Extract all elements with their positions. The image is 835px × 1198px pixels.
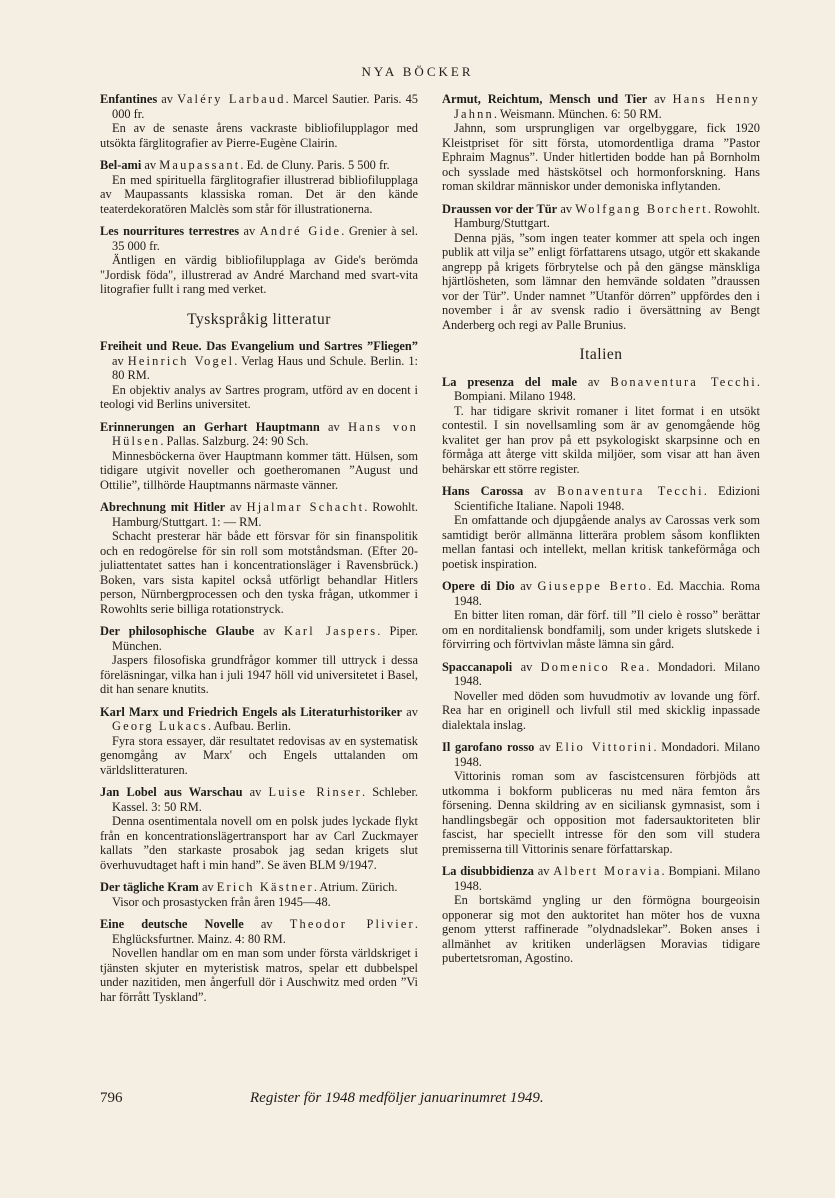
book-title: La disubbidienza [442, 864, 534, 878]
book-entry [100, 339, 418, 412]
book-entry [442, 660, 760, 733]
book-description: En bitter liten roman, där förf. till ”Il cielo è rosso” berättar om en norditaliensk bondfamilj, som under krigets slutskede i förvirring och förtvivlan måste lämna sin gård. [442, 608, 760, 651]
book-author: Bonaventura Tecchi [610, 374, 757, 389]
book-entry [100, 624, 418, 697]
author-separator: av [239, 224, 260, 238]
author-separator: av [225, 500, 247, 514]
author-separator: av [242, 785, 269, 799]
book-entry [100, 158, 418, 216]
author-separator: av [647, 92, 673, 106]
author-separator: av [112, 353, 128, 368]
page-number: 796 [100, 1090, 123, 1106]
book-citation [442, 484, 760, 513]
book-author: Karl Jaspers [284, 624, 378, 638]
publication-details: . Bompiani. Milano 1948. [454, 864, 761, 893]
author-separator: av [512, 659, 541, 674]
book-author: Giuseppe Berto [537, 579, 649, 593]
publication-details: . Bompiani. Milano 1948. [454, 374, 761, 403]
publication-details: . Mondadori. Milano 1948. [454, 659, 760, 688]
book-citation [442, 202, 760, 231]
book-title: Spaccanapoli [442, 659, 513, 674]
book-description: En bortskämd yngling ur den förmögna bourgeoisin opponerar sig mot den auktoritet han möter hos de vuxna genom ytterst raffinerade ”olydnadslekar”. Boken anses i allmänhet av kritiken underlägsen Moravias tidigare pubertetsroman, Agostino. [442, 893, 760, 965]
book-author: Domenico Rea [540, 659, 647, 674]
book-citation [100, 224, 418, 253]
publication-details: . Marcel Sautier. Paris. 45 000 fr. [112, 92, 419, 121]
publication-details: . Schleber. Kassel. 3: 50 RM. [112, 785, 418, 814]
book-author: Hans Henny Jahnn [454, 92, 760, 121]
author-separator: av [141, 158, 160, 172]
book-title: Enfantines [100, 92, 158, 106]
book-description: Minnesböckerna över Hauptmann kommer tätt. Hülsen, som tidigare utgivit noveller och goetheromanen ”August und Ottilie”, tillhörde Hauptmanns närmaste vänner. [100, 448, 418, 492]
book-citation [442, 579, 760, 608]
book-entry [100, 785, 418, 872]
book-citation [442, 375, 760, 404]
book-author: Luise Rinser [268, 785, 362, 799]
book-title: Der tägliche Kram [100, 880, 199, 894]
publication-details: . Verlag Haus und Schule. Berlin. 1: 80 RM. [112, 353, 418, 382]
author-separator: av [157, 92, 178, 106]
book-title: Eine deutsche Novelle [100, 917, 244, 931]
publication-details: . Rowohlt. Hamburg/Stuttgart. 1: — RM. [112, 500, 418, 529]
book-citation [442, 864, 760, 893]
publication-details: . Ehglücksfurtner. Mainz. 4: 80 RM. [112, 917, 418, 946]
book-citation [442, 660, 760, 689]
author-separator: av [198, 880, 217, 894]
book-citation [100, 917, 418, 946]
book-author: Maupassant [159, 158, 241, 172]
book-author: Elio Vittorini [555, 740, 654, 754]
book-author: Georg Lukacs [112, 719, 209, 733]
book-entry [442, 375, 760, 477]
book-citation [100, 339, 418, 383]
book-description: Denna pjäs, ”som ingen teater kommer att spela och ingen publik att vilja se” enligt författarens utsago, utgör ett skakande angrepp på krigets förbrytelse och på den gängse mänskliga hjärtlösheten, som lämnar den hemvände soldaten ”draussen vor der Tür”. Under namnet ”Utanför dörren” uppfördes den i november i år av svensk radio i översättning av Bengt Anderberg och regi av Palle Brunius. [442, 230, 760, 332]
book-citation [442, 740, 760, 769]
book-title: Draussen vor der Tür [442, 201, 558, 216]
author-separator: av [319, 419, 349, 434]
footer-note: Register för 1948 medföljer januarinumret 1949. [250, 1090, 544, 1106]
book-entry [442, 740, 760, 856]
author-separator: av [557, 201, 576, 216]
book-title: Hans Carossa [442, 484, 524, 498]
book-description: Denna osentimentala novell om en polsk judes lyckade flykt från en koncentrationslägertransport har av Carl Zuckmayer kallats ”den starkaste prosabok jag sedan krigets slut överhuvudtaget haft i min hand”. Se även BLM 9/1947. [100, 814, 418, 872]
book-entry [100, 92, 418, 150]
book-citation [100, 705, 418, 734]
book-citation [100, 420, 418, 449]
author-separator: av [577, 374, 611, 389]
book-author: Heinrich Vogel [127, 353, 235, 368]
publication-details: . Ed. Macchia. Roma 1948. [454, 579, 761, 608]
book-description: Schacht presterar här både ett försvar för sin finanspolitik och en redogörelse för sin roll som motståndsman. (Efter 20-juliattentatet sattes han i koncentrationsläger i Ravensbrück.) Boken, vars sista kapitel också utförligt behandlar Hitlers person, Nürnbergprocessen och den tyska frågan, utkommer i Rowohlts serie billiga rotationstryck. [100, 529, 418, 616]
book-entry [100, 224, 418, 297]
book-citation [100, 880, 418, 895]
publication-details: . Edizioni Scientifiche Italiane. Napoli 1948. [454, 484, 760, 513]
publication-details: . Weismann. München. 6: 50 RM. [493, 106, 662, 121]
book-author: Albert Moravia [553, 864, 662, 878]
book-entry [442, 484, 760, 571]
author-separator: av [534, 740, 556, 754]
author-separator: av [243, 917, 290, 931]
book-citation [100, 158, 418, 173]
book-description: Äntligen en värdig bibliofilupplaga av Gide's berömda "Jordisk föda", illustrerad av André Marchand med svart-vita litografier fullt i rang med verket. [100, 253, 418, 296]
book-author: Hjalmar Schacht [246, 500, 365, 514]
book-citation [100, 624, 418, 653]
book-citation [100, 92, 418, 121]
page-header: NYA BÖCKER [361, 64, 474, 79]
book-title: Les nourritures terrestres [100, 224, 240, 238]
book-title: Erinnerungen an Gerhart Hauptmann [100, 419, 320, 434]
publication-details: . Grenier à sel. 35 000 fr. [112, 224, 419, 253]
book-title: Der philosophische Glaube [100, 624, 255, 638]
book-entry [100, 420, 418, 493]
book-title: Karl Marx und Friedrich Engels als Literaturhistoriker [100, 704, 403, 719]
publication-details: . Ed. de Cluny. Paris. 5 500 fr. [240, 158, 390, 172]
book-description: Noveller med döden som huvudmotiv av lovande ung förf. Rea har en originell och livfull stil med skicklig inpassade dialektala inslag. [442, 688, 760, 732]
book-entry [100, 500, 418, 616]
book-description: Fyra stora essayer, där resultatet redovisas av en systematisk genomgång av Marx' och Engels uttalanden om världslitteraturen. [100, 733, 418, 777]
book-author: Theodor Plivier [289, 917, 415, 931]
left-column [100, 92, 418, 1012]
book-citation [442, 92, 760, 121]
book-entry [100, 917, 418, 1004]
book-title: Armut, Reichtum, Mensch und Tier [442, 92, 648, 106]
book-description: En av de senaste årens vackraste bibliofilupplagor med utsökta färglitografier av Pierre-Eugène Clairin. [100, 121, 418, 150]
book-entry [442, 579, 760, 652]
author-separator: av [254, 624, 285, 638]
book-author: Valéry Larbaud [177, 92, 286, 106]
book-title: Abrechnung mit Hitler [100, 500, 226, 514]
book-author: Wolfgang Borchert [575, 201, 708, 216]
book-description: En omfattande och djupgående analys av Carossas verk som samtidigt berör allmänna litterära problem såsom konflikten mellan fantasi och intellekt, mellan kritisk tankeförmåga och poetisk inspiration. [442, 513, 760, 571]
book-description: Jaspers filosofiska grundfrågor kommer till uttryck i dessa föreläsningar, vilka han i juli 1947 höll vid universitetet i Basel, dit han senare knutits. [100, 653, 418, 696]
author-separator: av [533, 864, 554, 878]
publication-details: . Aufbau. Berlin. [208, 719, 291, 733]
right-column [442, 92, 760, 974]
book-entry [442, 92, 760, 194]
book-author: André Gide [259, 224, 342, 238]
publication-details: . Atrium. Zürich. [313, 880, 398, 894]
author-separator: av [514, 579, 538, 593]
book-description: Jahnn, som ursprungligen var orgelbyggare, fick 1920 Kleistpriset för sitt första, utomordentliga drama ”Pastor Ephraim Magnus”. Under hitlertiden bodde han på Bornholm och sysslade med hästskötsel och hormonforskning. Hans roman skildrar människor under demoniska inflytanden. [442, 121, 760, 193]
book-description: Visor och prosastycken från åren 1945—48. [112, 894, 331, 909]
publication-details: . Mondadori. Milano 1948. [454, 740, 760, 769]
book-title: Opere di Dio [442, 579, 515, 593]
publication-details: . Piper. München. [112, 624, 419, 653]
book-description: En med spirituella färglitografier illustrerad bibliofilupplaga av Maupassants klassiska roman. Det är den kände teaterdekoratören Malclès som står för illustrationerna. [100, 172, 418, 216]
book-title: Il garofano rosso [442, 740, 535, 754]
section-heading: Tyskspråkig litteratur [187, 310, 331, 328]
book-entry [442, 202, 760, 333]
book-description: Novellen handlar om en man som under första världskriget i tjänsten skjuter en myteristisk matros, spelar ett dubbelspel under nazitiden, men ångerfull dör i Auschwitz med orden ”Vi har förrått Tyskland”. [100, 946, 418, 1004]
book-author: Hans von Hülsen [112, 419, 419, 448]
book-entry [442, 864, 760, 966]
book-citation [100, 500, 418, 529]
book-entry [100, 880, 418, 909]
book-title: La presenza del male [442, 374, 577, 389]
publication-details: . Rowohlt. Hamburg/Stuttgart. [454, 201, 760, 230]
book-entry [100, 705, 418, 778]
book-author: Erich Kästner [216, 880, 314, 894]
section-heading: Italien [579, 346, 623, 363]
author-separator: av [402, 704, 418, 719]
author-separator: av [523, 484, 558, 498]
book-citation [100, 785, 418, 814]
book-description: T. har tidigare skrivit romaner i litet format i en utsökt contestil. I sin novellsamling som är av genomgående hög kvalitet ger han prov på ett psykologiskt skarpsinne och en förmåga att återge vitt skilda miljöer, som visar att han även behärskar ett större register. [442, 403, 760, 476]
book-title: Jan Lobel aus Warschau [100, 785, 243, 799]
book-author: Bonaventura Tecchi [557, 484, 704, 498]
book-description: En objektiv analys av Sartres program, utförd av en docent i teologi vid Berlins universitet. [100, 382, 418, 411]
publication-details: . Pallas. Salzburg. 24: 90 Sch. [160, 434, 309, 448]
book-title: Bel-ami [100, 158, 142, 172]
book-title: Freiheit und Reue. Das Evangelium und Sartres ”Fliegen” [100, 339, 418, 353]
book-description: Vittorinis roman som av fascistcensuren förbjöds att utkomma i bokform publiceras nu med nära femton års försening. Denna skildring av en siciliansk gymnasist, som i handlingsbegär och opposition mot fadersauktoriteten blir fascist, har speciellt intresse för den som vill studera premisserna till Vittorinis senare författarskap. [442, 769, 760, 856]
